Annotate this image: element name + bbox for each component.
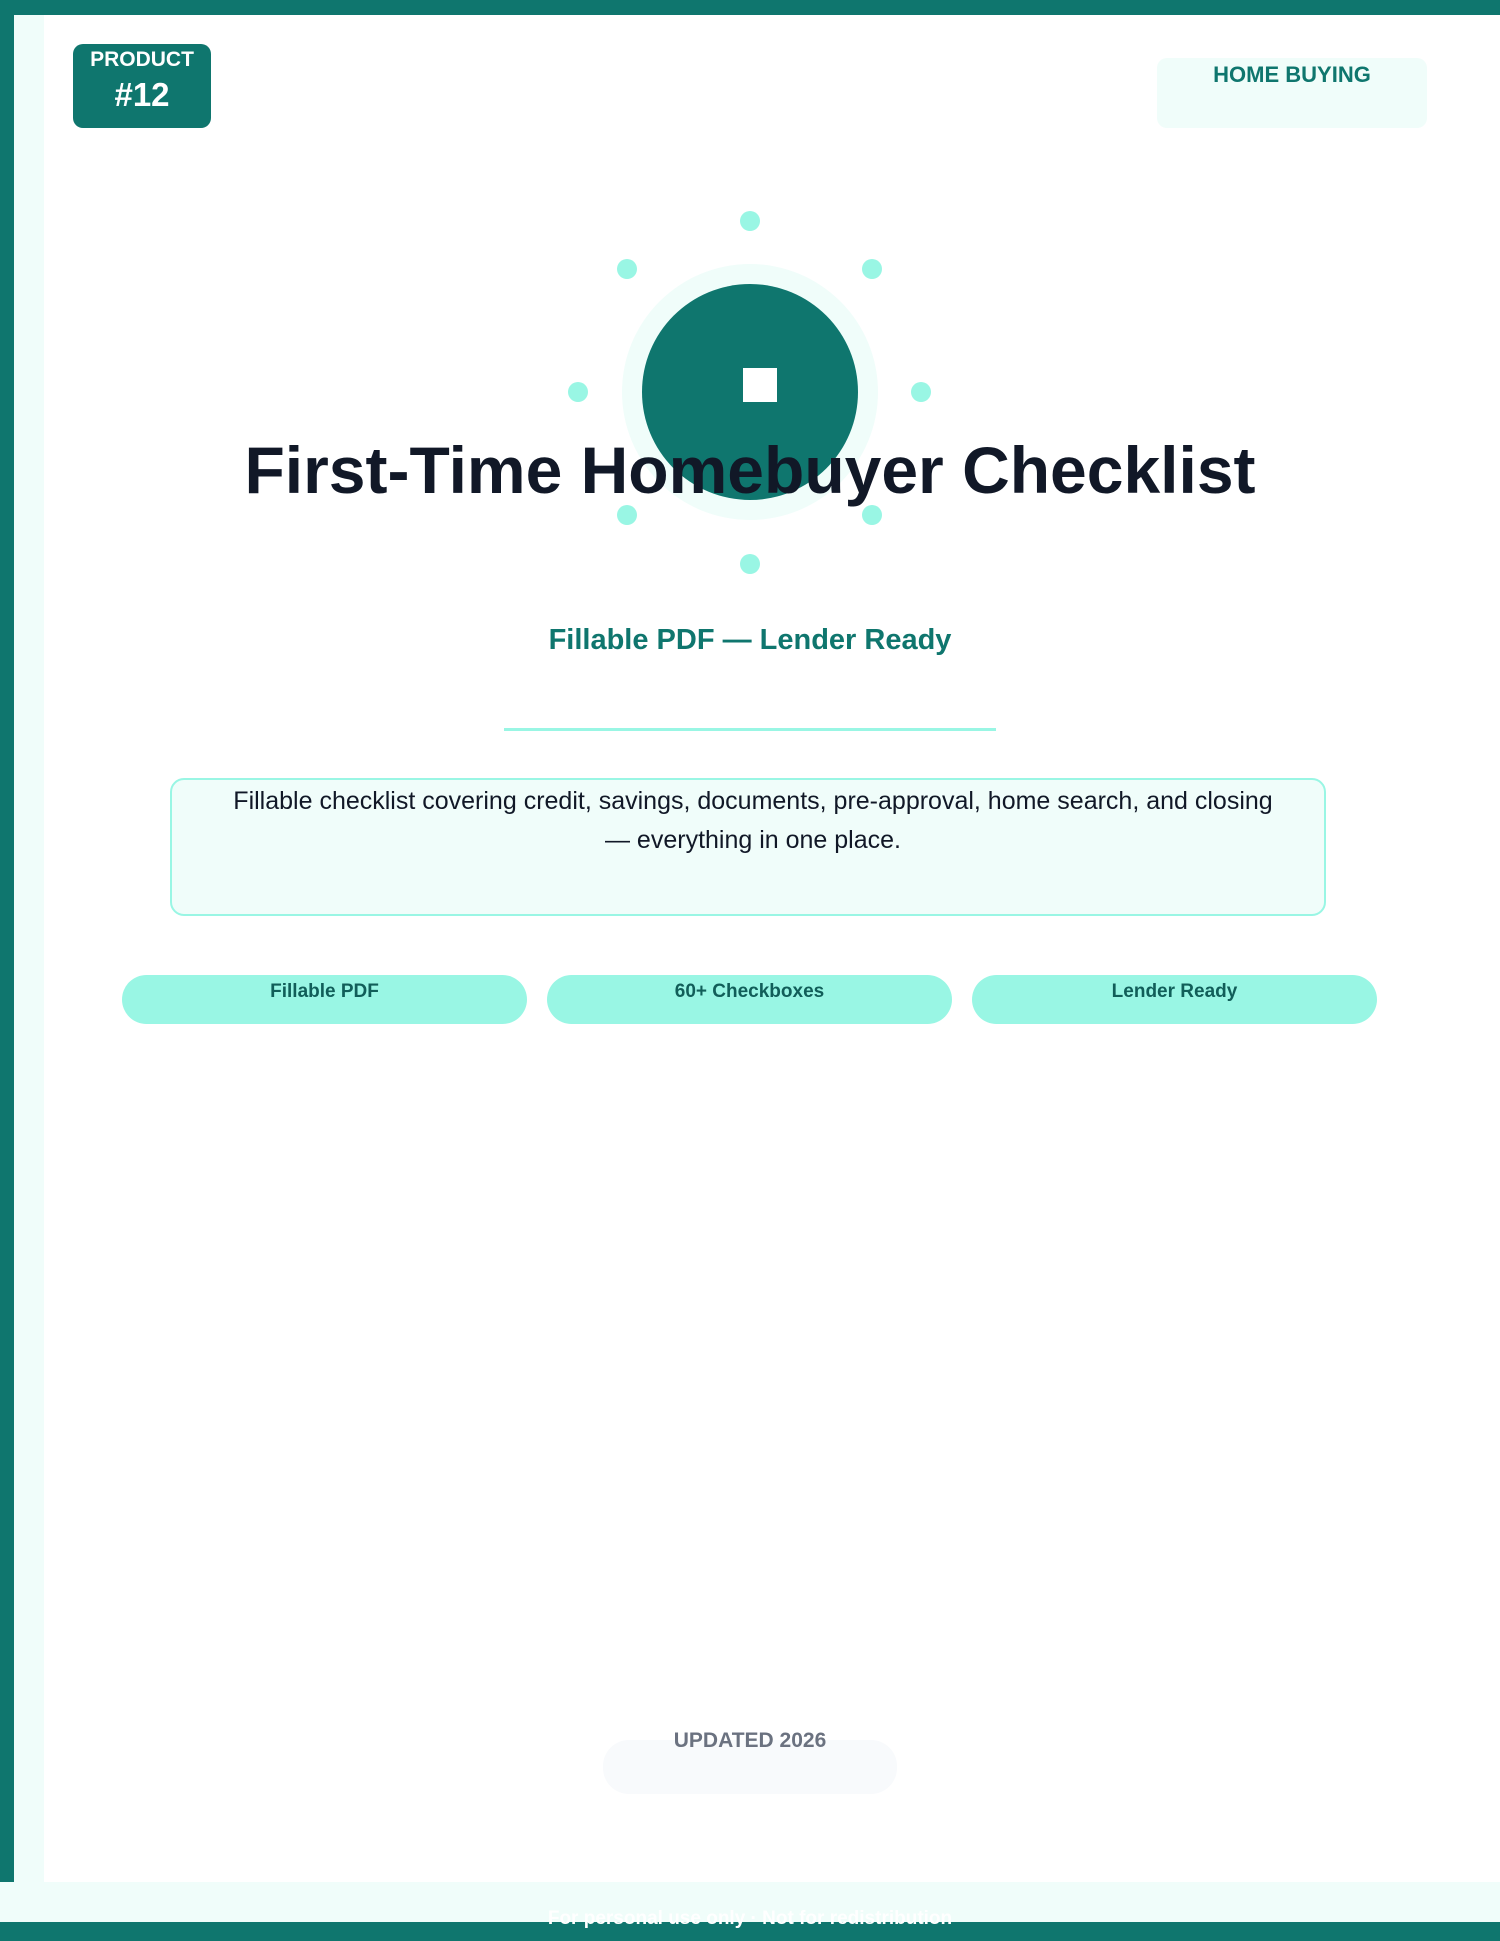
page-subtitle: Fillable PDF — Lender Ready bbox=[548, 624, 952, 656]
emblem-dot bbox=[617, 259, 637, 279]
emblem-graphic bbox=[540, 200, 960, 580]
emblem-dot bbox=[862, 259, 882, 279]
emblem-dot bbox=[911, 382, 931, 402]
left-accent-bar bbox=[0, 0, 14, 1941]
emblem-dot bbox=[740, 211, 760, 231]
feature-pill-label: Lender Ready bbox=[1111, 981, 1238, 1002]
square-icon bbox=[743, 368, 777, 402]
updated-label: UPDATED 2026 bbox=[673, 1729, 827, 1752]
feature-pill-label: 60+ Checkboxes bbox=[674, 981, 825, 1002]
feature-pill bbox=[122, 975, 527, 1024]
divider bbox=[504, 728, 996, 731]
feature-pill bbox=[972, 975, 1377, 1024]
feature-pill-label: Fillable PDF bbox=[270, 981, 379, 1002]
emblem-dot bbox=[568, 382, 588, 402]
feature-pill bbox=[547, 975, 952, 1024]
emblem-dot bbox=[740, 554, 760, 574]
category-label: HOME BUYING bbox=[1213, 62, 1371, 87]
description-box bbox=[170, 778, 1326, 916]
product-number: #12 bbox=[114, 76, 170, 113]
description-text: Fillable checklist covering credit, savings, documents, pre-approval, home search, and closing — everything in one place. bbox=[233, 787, 1273, 854]
category-tag bbox=[1157, 58, 1427, 128]
product-label: PRODUCT bbox=[90, 48, 194, 71]
footer-notice: For personal use only · Not for redistribution bbox=[547, 1908, 953, 1929]
page-title: First-Time Homebuyer Checklist bbox=[244, 433, 1256, 507]
top-accent-bar bbox=[0, 0, 1500, 15]
product-badge bbox=[73, 44, 211, 128]
left-tint-strip bbox=[14, 15, 44, 1882]
